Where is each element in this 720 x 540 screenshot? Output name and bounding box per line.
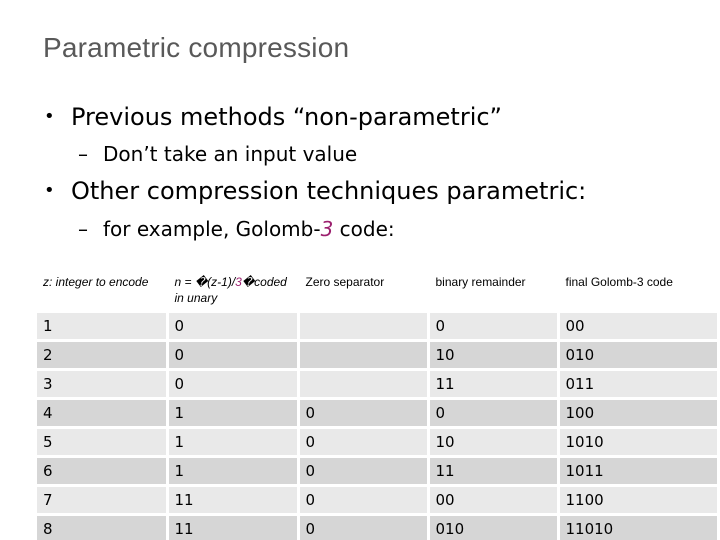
sub-bullet-marker: –	[78, 217, 88, 241]
cell-separator: 0	[298, 514, 428, 540]
table-row	[37, 311, 718, 340]
cell-unary: 11	[167, 485, 298, 514]
header-final-code: final Golomb-3 code	[558, 268, 718, 311]
bullet-marker: •	[44, 180, 55, 201]
cell-remainder: 0	[428, 398, 558, 427]
cell-final-code: 00	[558, 311, 718, 340]
cell-remainder: 10	[428, 427, 558, 456]
cell-unary: 1	[167, 456, 298, 485]
cell-separator: 0	[298, 485, 428, 514]
cell-remainder: 11	[428, 456, 558, 485]
header-remainder: binary remainder	[428, 268, 558, 311]
bullet-2-text: Other compression techniques parametric:	[71, 177, 587, 205]
sub-bullet-marker: –	[78, 142, 88, 166]
cell-separator: 0	[298, 398, 428, 427]
cell-final-code: 100	[558, 398, 718, 427]
table-body	[37, 311, 718, 540]
golomb-table	[37, 268, 720, 540]
cell-final-code: 1010	[558, 427, 718, 456]
table-row	[37, 485, 718, 514]
header-unary-param: 3	[235, 275, 242, 289]
cell-final-code: 1100	[558, 485, 718, 514]
cell-integer: 5	[37, 427, 167, 456]
bullet-1-text: Previous methods “non-parametric”	[71, 103, 502, 131]
table-row	[37, 398, 718, 427]
cell-integer: 8	[37, 514, 167, 540]
header-unary-pre: n = �(z-1)/	[174, 275, 236, 289]
bullet-marker: •	[44, 106, 55, 127]
cell-integer: 7	[37, 485, 167, 514]
cell-final-code: 011	[558, 369, 718, 398]
sub-bullet-1-text: Don’t take an input value	[103, 142, 358, 166]
table-header-row	[37, 268, 718, 311]
sub-bullet-2-pre: for example, Golomb-	[103, 217, 321, 241]
sub-bullet-2-post: code:	[333, 217, 395, 241]
bullet-1	[44, 102, 502, 132]
cell-final-code: 1011	[558, 456, 718, 485]
header-integer: z: integer to encode	[37, 268, 167, 311]
sub-bullet-1	[78, 141, 357, 167]
cell-unary: 1	[167, 427, 298, 456]
cell-separator: 0	[298, 456, 428, 485]
cell-remainder: 0	[428, 311, 558, 340]
cell-final-code: 11010	[558, 514, 718, 540]
cell-remainder: 11	[428, 369, 558, 398]
cell-unary: 0	[167, 311, 298, 340]
cell-integer: 3	[37, 369, 167, 398]
table-row	[37, 456, 718, 485]
cell-integer: 2	[37, 340, 167, 369]
sub-bullet-2	[78, 216, 395, 242]
cell-unary: 1	[167, 398, 298, 427]
header-unary	[167, 268, 298, 311]
cell-separator	[298, 311, 428, 340]
cell-unary: 0	[167, 369, 298, 398]
cell-final-code: 010	[558, 340, 718, 369]
cell-integer: 1	[37, 311, 167, 340]
cell-remainder: 010	[428, 514, 558, 540]
cell-separator: 0	[298, 427, 428, 456]
cell-separator	[298, 369, 428, 398]
cell-unary: 11	[167, 514, 298, 540]
cell-integer: 4	[37, 398, 167, 427]
table-row	[37, 427, 718, 456]
table-row	[37, 369, 718, 398]
cell-remainder: 00	[428, 485, 558, 514]
slide-title: Parametric compression	[43, 32, 350, 63]
golomb-parameter: 3	[320, 217, 334, 241]
cell-unary: 0	[167, 340, 298, 369]
table-row	[37, 514, 718, 540]
cell-remainder: 10	[428, 340, 558, 369]
header-unary-post: �coded in unary	[174, 275, 287, 305]
bullet-2	[44, 176, 586, 206]
cell-separator	[298, 340, 428, 369]
table-row	[37, 340, 718, 369]
cell-integer: 6	[37, 456, 167, 485]
header-separator: Zero separator	[298, 268, 428, 311]
